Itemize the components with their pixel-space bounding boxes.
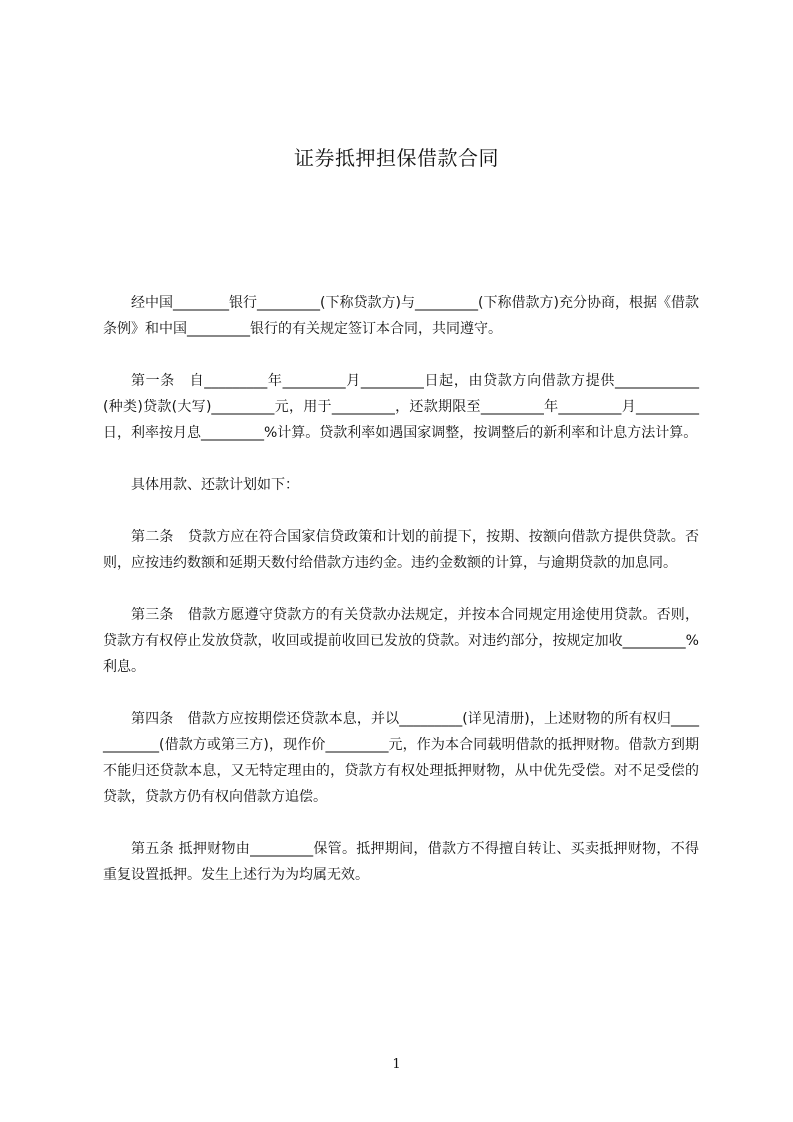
- paragraph-spacer: [103, 498, 699, 524]
- paragraph-spacer: [103, 810, 699, 836]
- contract-body: [103, 290, 699, 888]
- article-5-paragraph: 第五条 抵押财物由_________保管。抵押期间，借款方不得擅自转让、买卖抵押财物，不得重复设置抵押。发生上述行为为均属无效。: [103, 841, 699, 883]
- paragraph-spacer: [103, 342, 699, 368]
- paragraph-spacer: [103, 680, 699, 706]
- paragraph-spacer: [103, 446, 699, 472]
- article-3-paragraph: 第三条 借款方愿遵守贷款方的有关贷款办法规定，并按本合同规定用途使用贷款。否则，贷款方有权停止发放贷款，收回或提前收回已发放的贷款。对违约部分，按规定加收_________%利息。: [103, 607, 699, 675]
- repayment-plan-paragraph: 具体用款、还款计划如下：: [131, 477, 299, 493]
- preamble-paragraph: 经中国________银行_________(下称贷款方)与_________(下称借款方)充分协商，根据《借款条例》和中国_________银行的有关规定签订本合同，共同遵守。: [103, 295, 699, 337]
- page-number: 1: [392, 1057, 401, 1072]
- paragraph-spacer: [103, 576, 699, 602]
- article-1-paragraph: 第一条 自_________年_________月_________日起，由贷款方向借款方提供____________(种类)贷款(大写)_________元，用于_________，还款期限至_________年_________月_________日，利率按月息_________%计算。贷款利率如遇国家调整，按调整后的新利率和计息方法计算。: [103, 373, 699, 441]
- article-4-paragraph: 第四条 借款方应按期偿还贷款本息，并以_________(详见清册)，上述财物的所有权归____________(借款方或第三方)，现作价_________元，作为本合同载明借款的抵押财物。借款方到期不能归还贷款本息，又无特定理由的，贷款方有权处理抵押财物，从中优先受偿。对不足受偿的贷款，贷款方仍有权向借款方追偿。: [103, 711, 699, 805]
- document-title: 证券抵押担保借款合同: [294, 146, 499, 170]
- article-2-paragraph: 第二条 贷款方应在符合国家信贷政策和计划的前提下，按期、按额向借款方提供贷款。否则，应按违约数额和延期天数付给借款方违约金。违约金数额的计算，与逾期贷款的加息同。: [103, 529, 699, 571]
